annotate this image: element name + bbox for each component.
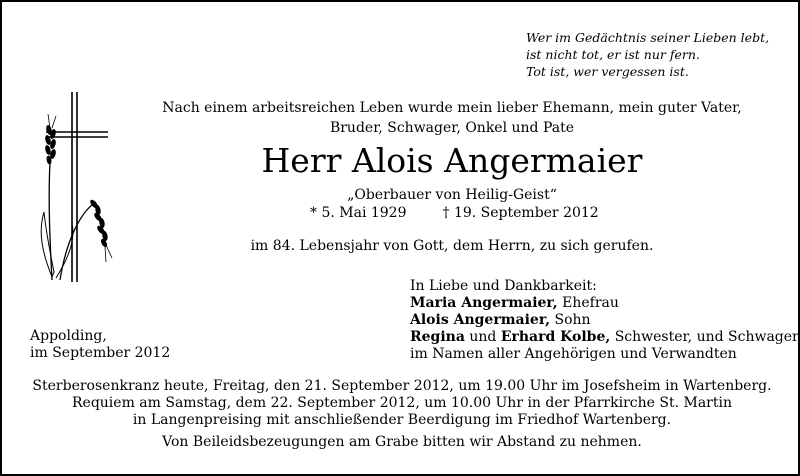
service-line: Sterberosenkranz heute, Freitag, den 21. September 2012, um 19.00 Uhr im Josefsheim in Wartenberg. xyxy=(32,378,772,394)
intro-text xyxy=(152,98,752,138)
mourners-closing: im Namen aller Angehörigen und Verwandten xyxy=(410,346,737,362)
mourner-connector: und xyxy=(464,329,501,345)
intro-line: Bruder, Schwager, Onkel und Pate xyxy=(329,120,575,136)
place-date: im September 2012 xyxy=(30,345,171,361)
poem-line: ist nicht tot, er ist nur fern. xyxy=(526,47,700,62)
mourner-relation: Schwester, und Schwager xyxy=(610,329,799,345)
cross-with-wheat-icon xyxy=(32,92,142,282)
life-year-text: im 84. Lebensjahr von Gott, dem Herrn, zu sich gerufen. xyxy=(250,238,654,254)
service-details xyxy=(22,378,782,451)
mourner-name: Alois Angermaier, xyxy=(410,312,551,328)
mourners-heading: In Liebe und Dankbarkeit: xyxy=(410,278,597,294)
mourner-entry xyxy=(410,312,799,329)
mourner-name: Regina xyxy=(410,329,465,345)
death-date: † 19. September 2012 xyxy=(442,205,599,221)
memorial-poem xyxy=(526,29,786,80)
mourner-relation: Sohn xyxy=(550,312,591,328)
service-line: Requiem am Samstag, dem 22. September 2012, um 10.00 Uhr in der Pfarrkirche St. Martin xyxy=(72,395,732,411)
poem-line: Wer im Gedächtnis seiner Lieben lebt, xyxy=(526,30,770,45)
place-town: Appolding, xyxy=(30,328,107,344)
birth-date: * 5. Mai 1929 xyxy=(310,205,407,221)
intro-line: Nach einem arbeitsreichen Leben wurde mein lieber Ehemann, mein guter Vater, xyxy=(162,100,742,116)
mourner-name: Erhard Kolbe, xyxy=(500,329,611,345)
service-line: in Langenpreising mit anschließender Beerdigung im Friedhof Wartenberg. xyxy=(132,412,672,428)
mourners-block xyxy=(410,278,799,363)
mourner-name: Maria Angermaier, xyxy=(410,295,558,311)
poem-line: Tot ist, wer vergessen ist. xyxy=(526,64,689,79)
mourner-entry xyxy=(410,329,799,346)
condolence-note: Von Beileidsbezeugungen am Grabe bitten wir Abstand zu nehmen. xyxy=(162,434,642,450)
deceased-name: Herr Alois Angermaier xyxy=(261,141,643,180)
deceased-nickname: „Oberbauer von Heilig-Geist“ xyxy=(347,187,557,203)
life-dates xyxy=(310,204,599,222)
place-and-date xyxy=(30,328,170,362)
mourner-entry xyxy=(410,295,799,312)
mourner-relation: Ehefrau xyxy=(557,295,619,311)
